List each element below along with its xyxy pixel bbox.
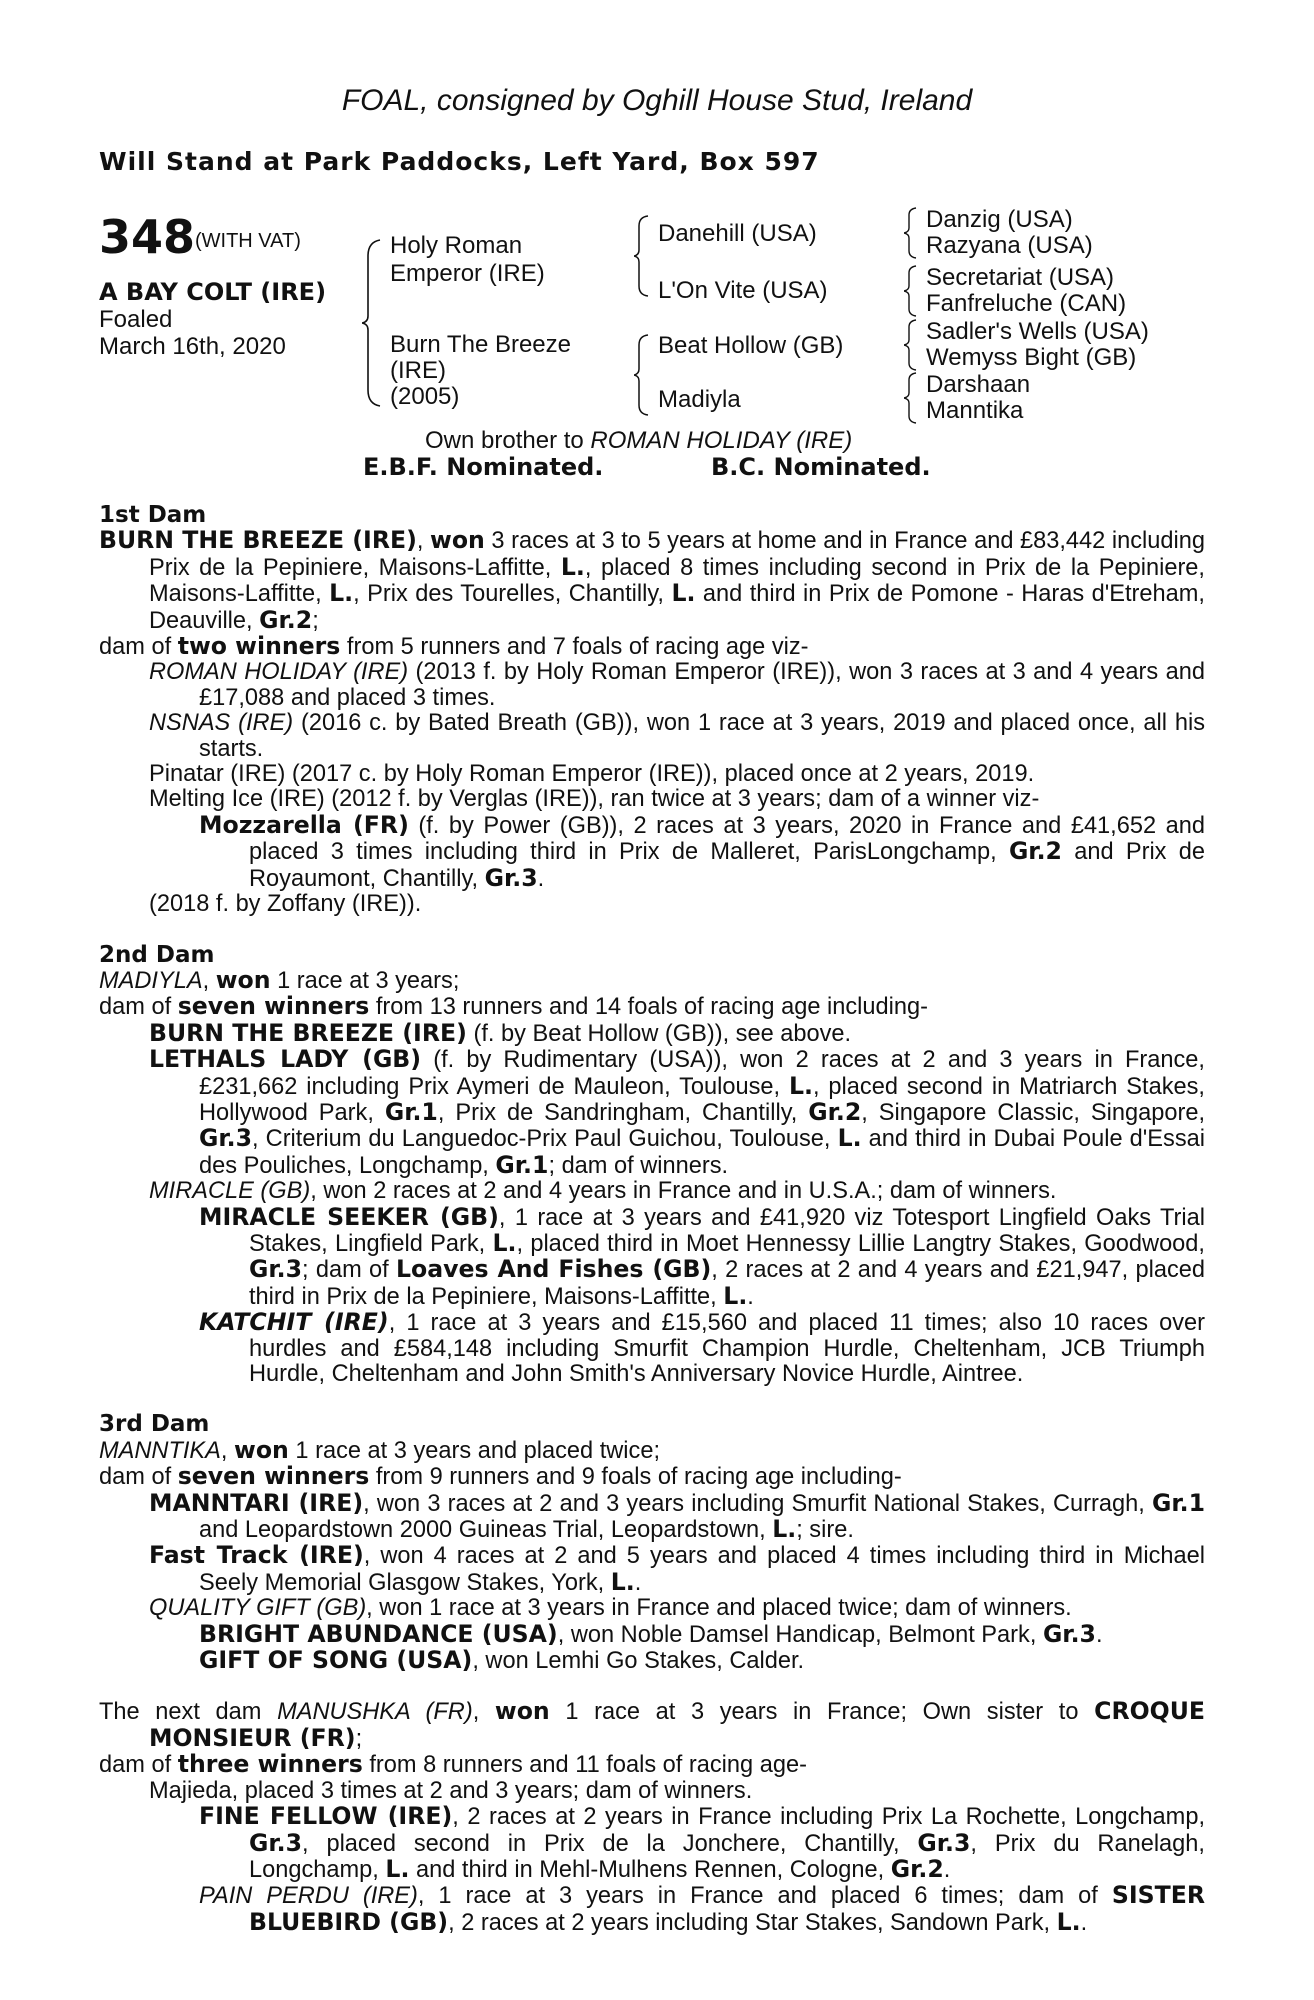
pedigree-g2: Razyana (USA) (926, 232, 1093, 259)
pedigree-dam-line1: Burn The Breeze (390, 331, 571, 358)
pedigree-brace-sire (634, 214, 650, 298)
produce-burn-the-breeze: BURN THE BREEZE (IRE) (f. by Beat Hollow (GB)), see above. (149, 1018, 852, 1047)
produce-katchit: KATCHIT (IRE), 1 race at 3 years and £15,560 and placed 11 times; also 10 races over hurdles and £584,148 including Smurfit Champion Hurdle, Cheltenham, JCB Triumph Hurdle, Cheltenham and John Smith's Anniversary Novice Hurdle, Aintree. (199, 1308, 1206, 1387)
produce-melting-ice: Melting Ice (IRE) (2012 f. by Verglas (IRE)), ran twice at 3 years; dam of a winner viz- (149, 786, 1040, 813)
pedigree-brace-main (362, 238, 382, 408)
stand-location: Will Stand at Park Paddocks, Left Yard, Box 597 (99, 147, 820, 176)
pedigree-brace-g3 (904, 318, 918, 372)
pedigree-brace-g4 (904, 371, 918, 425)
bc-nomination: B.C. Nominated. (711, 453, 931, 481)
pedigree-g3: Secretariat (USA) (926, 264, 1115, 291)
produce-majieda: Majieda, placed 3 times at 2 and 3 years; dam of winners. (149, 1777, 753, 1804)
pedigree-dam-sire: Beat Hollow (GB) (658, 332, 844, 359)
produce-roman-holiday: ROMAN HOLIDAY (IRE) (2013 f. by Holy Roman Emperor (IRE)), won 3 races at 3 and 4 years and £17,088 and placed 3 times. (149, 659, 1205, 711)
pedigree-sire-line2: Emperor (IRE) (390, 260, 545, 287)
produce-miracle-seeker: MIRACLE SEEKER (GB), 1 race at 3 years and £41,920 viz Totesport Lingfield Oaks Trial Stakes, Lingfield Park, L., placed third in Moet Hennessy Lillie Langtry Stakes, Goodwood, Gr.3; dam of Loaves And Fishes (GB), 2 races at 2 and 4 years and £21,947, placed third in Prix de la Pepiniere, Maisons-Laffitte, L.. (199, 1202, 1205, 1310)
third-dam-heading: 3rd Dam (99, 1411, 210, 1438)
next-dam-record: The next dam MANUSHKA (FR), won 1 race at 3 years in France; Own sister to CROQUE MONSIEUR (FR); (99, 1697, 1205, 1752)
second-dam-record: MADIYLA, won 1 race at 3 years; (99, 965, 460, 994)
next-dam-produce: dam of three winners from 8 runners and 11 foals of racing age- (99, 1750, 807, 1779)
vat-label: (WITH VAT) (195, 230, 301, 252)
catalogue-body (99, 503, 1205, 1936)
produce-nsnas: NSNAS (IRE) (2016 c. by Bated Breath (GB)), won 1 race at 3 years, 2019 and placed once, all his starts. (149, 710, 1206, 762)
pedigree-sire-dam: L'On Vite (USA) (658, 277, 828, 304)
second-dam-heading: 2nd Dam (99, 941, 215, 968)
foaled-label: Foaled (99, 306, 173, 333)
lot-number: 348 (99, 210, 196, 264)
produce-pain-perdu: PAIN PERDU (IRE), 1 race at 3 years in France and placed 6 times; dam of SISTER BLUEBIRD (GB), 2 races at 2 years including Star Stakes, Sandown Park, L.. (199, 1881, 1205, 1936)
produce-lethals-lady: LETHALS LADY (GB) (f. by Rudimentary (USA)), won 2 races at 2 and 3 years in France, £231,662 including Prix Aymeri de Mauleon, Toulouse, L., placed second in Matriarch Stakes, Hollywood Park, Gr.1, Prix de Sandringham, Chantilly, Gr.2, Singapore Classic, Singapore, Gr.3, Criterium du Languedoc-Prix Paul Guichou, Toulouse, L. and third in Dubai Poule d'Essai des Pouliches, Longchamp, Gr.1; dam of winners. (149, 1045, 1205, 1179)
own-brother-note: Own brother to ROMAN HOLIDAY (IRE) (425, 427, 853, 454)
ebf-nomination: E.B.F. Nominated. (363, 453, 604, 481)
produce-gift-of-song: GIFT OF SONG (USA), won Lemhi Go Stakes, Calder. (199, 1646, 805, 1675)
produce-fine-fellow: FINE FELLOW (IRE), 2 races at 2 years in France including Prix La Rochette, Longchamp, Gr.3, placed second in Prix de la Jonchere, Chantilly, Gr.3, Prix du Ranelagh, Longchamp, L. and third in Mehl-Mulhens Rennen, Cologne, Gr.2. (199, 1802, 1206, 1883)
produce-manntari: MANNTARI (IRE), won 3 races at 2 and 3 years including Smurfit National Stakes, Curragh, Gr.1 and Leopardstown 2000 Guineas Trial, Leopardstown, L.; sire. (149, 1488, 1205, 1544)
produce-fast-track: Fast Track (IRE), won 4 races at 2 and 5 years and placed 4 times including third in Michael Seely Memorial Glasgow Stakes, York, L.. (149, 1541, 1205, 1596)
pedigree-g6: Wemyss Bight (GB) (926, 344, 1137, 371)
pedigree-brace-g1 (904, 206, 918, 260)
produce-mozzarella: Mozzarella (FR) (f. by Power (GB)), 2 races at 3 years, 2020 in France and £41,652 and placed 3 times including third in Prix de Malleret, ParisLongchamp, Gr.2 and Prix de Royaumont, Chantilly, Gr.3. (199, 810, 1206, 892)
pedigree-dam-line2: (IRE) (390, 357, 446, 384)
third-dam-produce: dam of seven winners from 9 runners and 9 foals of racing age including- (99, 1462, 902, 1491)
foaled-date: March 16th, 2020 (99, 333, 286, 360)
first-dam-record: BURN THE BREEZE (IRE), won 3 races at 3 to 5 years at home and in France and £83,442 including Prix de la Pepiniere, Maisons-Laffitte, L., placed 8 times including second in Prix de la Pepiniere, Maisons-Laffitte, L., Prix des Tourelles, Chantilly, L. and third in Prix de Pomone - Haras d'Etreham, Deauville, Gr.2; (99, 526, 1205, 634)
pedigree-g7: Darshaan (926, 371, 1031, 398)
pedigree-brace-dam (634, 333, 650, 417)
produce-2018-filly: (2018 f. by Zoffany (IRE)). (149, 891, 422, 918)
pedigree-g5: Sadler's Wells (USA) (926, 318, 1149, 345)
catalogue-header: FOAL, consigned by Oghill House Stud, Ireland (341, 84, 973, 117)
produce-pinatar: Pinatar (IRE) (2017 c. by Holy Roman Emperor (IRE)), placed once at 2 years, 2019. (149, 761, 1035, 788)
first-dam-produce: dam of two winners from 5 runners and 7 foals of racing age viz- (99, 632, 809, 661)
pedigree-sire-sire: Danehill (USA) (658, 220, 817, 247)
pedigree-g8: Manntika (926, 397, 1024, 424)
lot-description: A BAY COLT (IRE) (99, 278, 327, 306)
produce-miracle: MIRACLE (GB), won 2 races at 2 and 4 years in France and in U.S.A.; dam of winners. (149, 1178, 1057, 1205)
third-dam-record: MANNTIKA, won 1 race at 3 years and placed twice; (99, 1435, 661, 1464)
pedigree-dam-dam: Madiyla (658, 386, 741, 413)
pedigree-sire-line1: Holy Roman (390, 232, 523, 259)
second-dam-produce: dam of seven winners from 13 runners and 14 foals of racing age including- (99, 992, 929, 1021)
pedigree-dam-line3: (2005) (390, 383, 460, 410)
pedigree-g1: Danzig (USA) (926, 206, 1073, 233)
first-dam-heading: 1st Dam (99, 502, 207, 528)
produce-quality-gift: QUALITY GIFT (GB), won 1 race at 3 years in France and placed twice; dam of winners. (149, 1595, 1072, 1622)
produce-bright-abundance: BRIGHT ABUNDANCE (USA), won Noble Damsel Handicap, Belmont Park, Gr.3. (199, 1619, 1103, 1648)
pedigree-brace-g2 (904, 264, 918, 318)
pedigree-g4: Fanfreluche (CAN) (926, 290, 1127, 317)
